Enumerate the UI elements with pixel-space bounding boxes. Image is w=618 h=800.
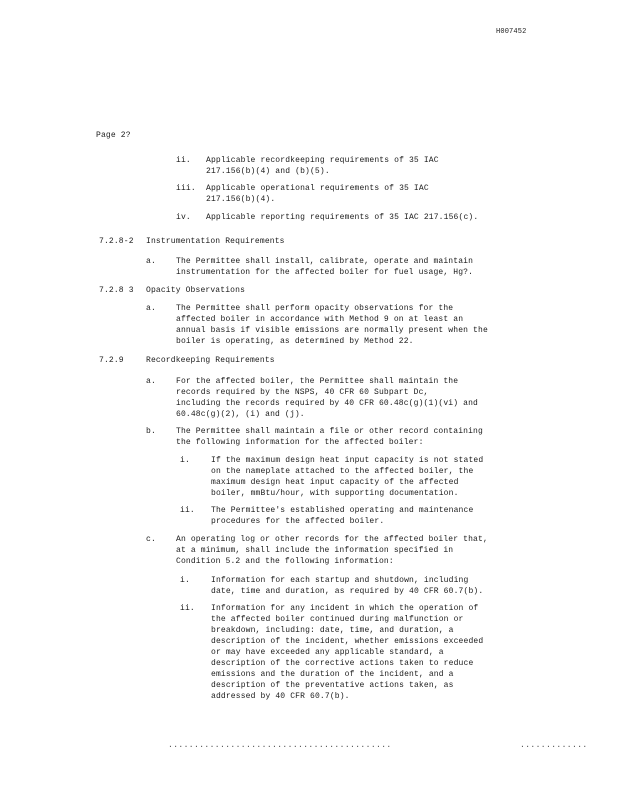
subitem-text-line: emissions and the duration of the incident, and a <box>211 670 454 679</box>
item-label: a. <box>146 304 156 313</box>
item-text-line: The Permittee shall maintain a file or other record containing <box>176 427 483 436</box>
subitem-text-line: maximum design heat input capacity of the affected <box>211 478 459 487</box>
subitem-text-line: the affected boiler continued during malfunction or <box>211 615 464 624</box>
section-number: 7.2.9 <box>99 356 124 365</box>
item-text-line: Applicable reporting requirements of 35 IAC 217.156(c). <box>206 213 479 222</box>
subitem-text-line: description of the corrective actions taken to reduce <box>211 659 474 668</box>
subitem-label: i. <box>180 456 190 465</box>
item-text-line: The Permittee shall install, calibrate, operate and maintain <box>176 257 474 266</box>
section-heading: Recordkeeping Requirements <box>146 356 275 365</box>
item-text-line: instrumentation for the affected boiler for fuel usage, Hg?. <box>176 268 474 277</box>
item-text-line: 60.48c(g)(2), (i) and (j). <box>176 410 305 419</box>
subitem-text-line: The Permittee's established operating and maintenance <box>211 506 474 515</box>
item-text-line: annual basis if visible emissions are normally present when the <box>176 326 488 335</box>
item-text-line: 217.156(b)(4). <box>206 195 276 204</box>
item-text-line: the following information for the affected boiler: <box>176 438 424 447</box>
subitem-text-line: Information for each startup and shutdown, including <box>211 576 469 585</box>
item-text-line: The Permittee shall perform opacity observations for the <box>176 304 454 313</box>
section-number: 7.2.8 3 <box>99 286 134 295</box>
item-text-line: records required by the NSPS, 40 CFR 60 Subpart Dc, <box>176 388 429 397</box>
item-text-line: For the affected boiler, the Permittee shall maintain the <box>176 377 459 386</box>
item-label: iv. <box>176 213 191 222</box>
item-label: ii. <box>176 156 191 165</box>
item-label: b. <box>146 427 156 436</box>
subitem-label: ii. <box>180 604 195 613</box>
subitem-text-line: description of the incident, whether emissions exceeded <box>211 637 484 646</box>
subitem-text-line: description of the preventative actions taken, as <box>211 681 454 690</box>
document-id: H007452 <box>496 28 527 36</box>
item-text-line: at a minimum, shall include the information specified in <box>176 546 454 555</box>
item-text-line: Condition 5.2 and the following information: <box>176 557 394 566</box>
item-label: a. <box>146 257 156 266</box>
item-label: iii. <box>176 184 196 193</box>
subitem-text-line: If the maximum design heat input capacity is not stated <box>211 456 484 465</box>
item-text-line: Applicable operational requirements of 35 IAC <box>206 184 429 193</box>
page-label: Page 2? <box>96 131 131 140</box>
subitem-text-line: procedures for the affected boiler. <box>211 517 385 526</box>
item-text-line: affected boiler in accordance with Method 9 on at least an <box>176 315 464 324</box>
subitem-label: i. <box>180 576 190 585</box>
section-number: 7.2.8-2 <box>99 237 134 246</box>
item-label: c. <box>146 535 156 544</box>
item-text-line: Applicable recordkeeping requirements of 35 IAC <box>206 156 439 165</box>
section-heading: Opacity Observations <box>146 286 246 295</box>
subitem-text-line: boiler, mmBtu/hour, with supporting documentation. <box>211 489 459 498</box>
subitem-text-line: on the nameplate attached to the affected boiler, the <box>211 467 474 476</box>
item-text-line: including the records required by 40 CFR 60.48c(g)(1)(vi) and <box>176 399 478 408</box>
item-text-line: An operating log or other records for the affected boiler that, <box>176 535 488 544</box>
footer-dots-left: ........................................... <box>168 741 392 750</box>
subitem-label: ii. <box>180 506 195 515</box>
subitem-text-line: Information for any incident in which the operation of <box>211 604 479 613</box>
item-text-line: boiler is operating, as determined by Method 22. <box>176 337 414 346</box>
subitem-text-line: date, time and duration, as required by 40 CFR 60.7(b). <box>211 587 484 596</box>
subitem-text-line: addressed by 40 CFR 60.7(b). <box>211 692 350 701</box>
item-label: a. <box>146 377 156 386</box>
section-heading: Instrumentation Requirements <box>146 237 285 246</box>
footer-dots-right: ............. <box>520 741 588 750</box>
subitem-text-line: or may have exceeded any applicable standard, a <box>211 648 444 657</box>
subitem-text-line: breakdown, including: date, time, and duration, a <box>211 626 454 635</box>
item-text-line: 217.156(b)(4) and (b)(5). <box>206 167 330 176</box>
